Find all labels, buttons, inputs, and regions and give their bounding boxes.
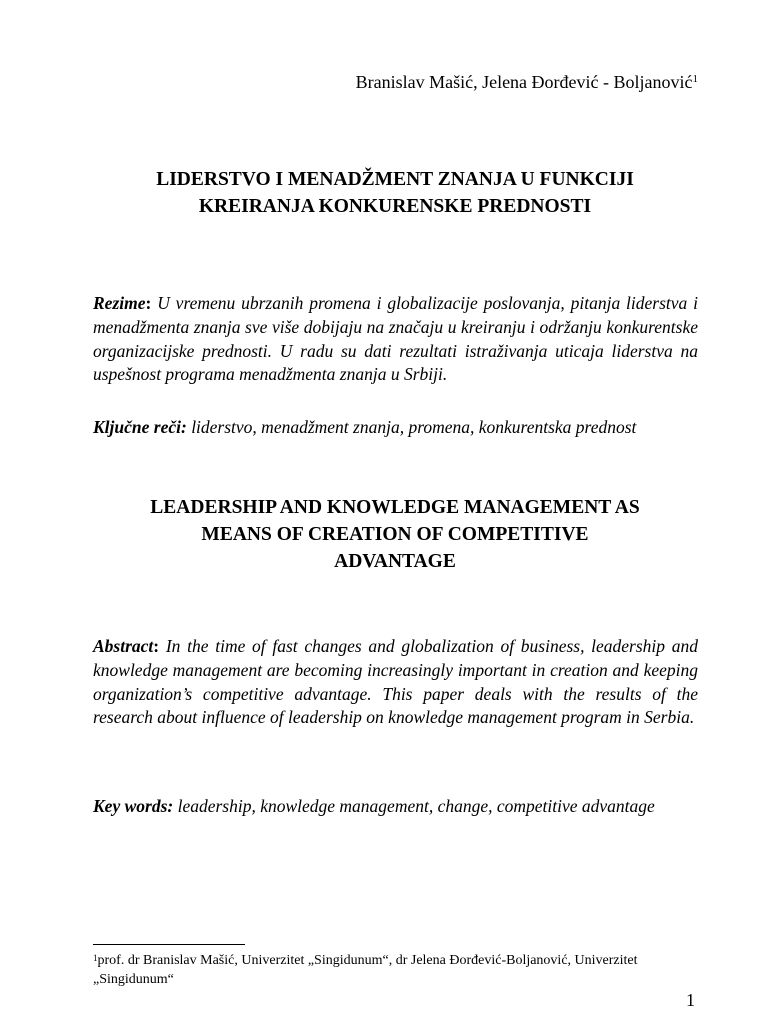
author-line (356, 70, 698, 94)
title-english-line-3: ADVANTAGE (334, 551, 456, 572)
footnote-marker: 1 (93, 953, 98, 963)
key-words-paragraph (93, 795, 698, 819)
kljucne-reci-text: liderstvo, menadžment znanja, promena, konkurentska prednost (191, 417, 637, 437)
key-words-text: leadership, knowledge management, change, competitive advantage (177, 796, 655, 816)
abstract-label: Abstract: (93, 636, 160, 656)
title-english (92, 494, 698, 575)
footnote-separator (93, 944, 245, 945)
title-serbian-line-2: KREIRANJA KONKURENSKE PREDNOSTI (198, 196, 592, 217)
title-serbian (92, 166, 698, 220)
rezime-label: Rezime: (93, 293, 152, 313)
kljucne-reci-label: Ključne reči: (93, 417, 187, 437)
footnote-text: prof. dr Branislav Mašić, Univerzitet „Singidunum“, dr Jelena Đorđević-Boljanović, Univerzitet „Singidunum“ (93, 953, 638, 987)
abstract-paragraph (93, 635, 698, 730)
title-english-line-2: MEANS OF CREATION OF COMPETITIVE (201, 524, 589, 545)
abstract-text: In the time of fast changes and globalization of business, leadership and knowledge management are becoming increasingly important in creation and keeping organization’s competitive advantage. This paper deals with the results of the research about influence of leadership on knowledge management program in Serbia. (93, 636, 698, 728)
author-footnote-marker[interactable]: 1 (692, 73, 698, 85)
title-english-line-1: LEADERSHIP AND KNOWLEDGE MANAGEMENT AS (150, 497, 640, 518)
rezime-paragraph (93, 292, 698, 387)
page-number: 1 (686, 990, 695, 1010)
footnote (93, 951, 698, 989)
title-serbian-line-1: LIDERSTVO I MENADŽMENT ZNANJA U FUNKCIJI (156, 169, 634, 190)
author-names: Branislav Mašić, Jelena Đorđević - Boljanović (355, 72, 693, 92)
key-words-label: Key words: (93, 796, 174, 816)
kljucne-reci-paragraph (93, 416, 698, 440)
rezime-text: U vremenu ubrzanih promena i globalizacije poslovanja, pitanja liderstva i menadžmenta znanja sve više dobijaju na značaju u kreiranju i održanju konkurentske organizacijske prednosti. U radu su dati rezultati istraživanja uticaja liderstva na uspešnost programa menadžmenta znanja u Srbiji. (93, 293, 699, 385)
